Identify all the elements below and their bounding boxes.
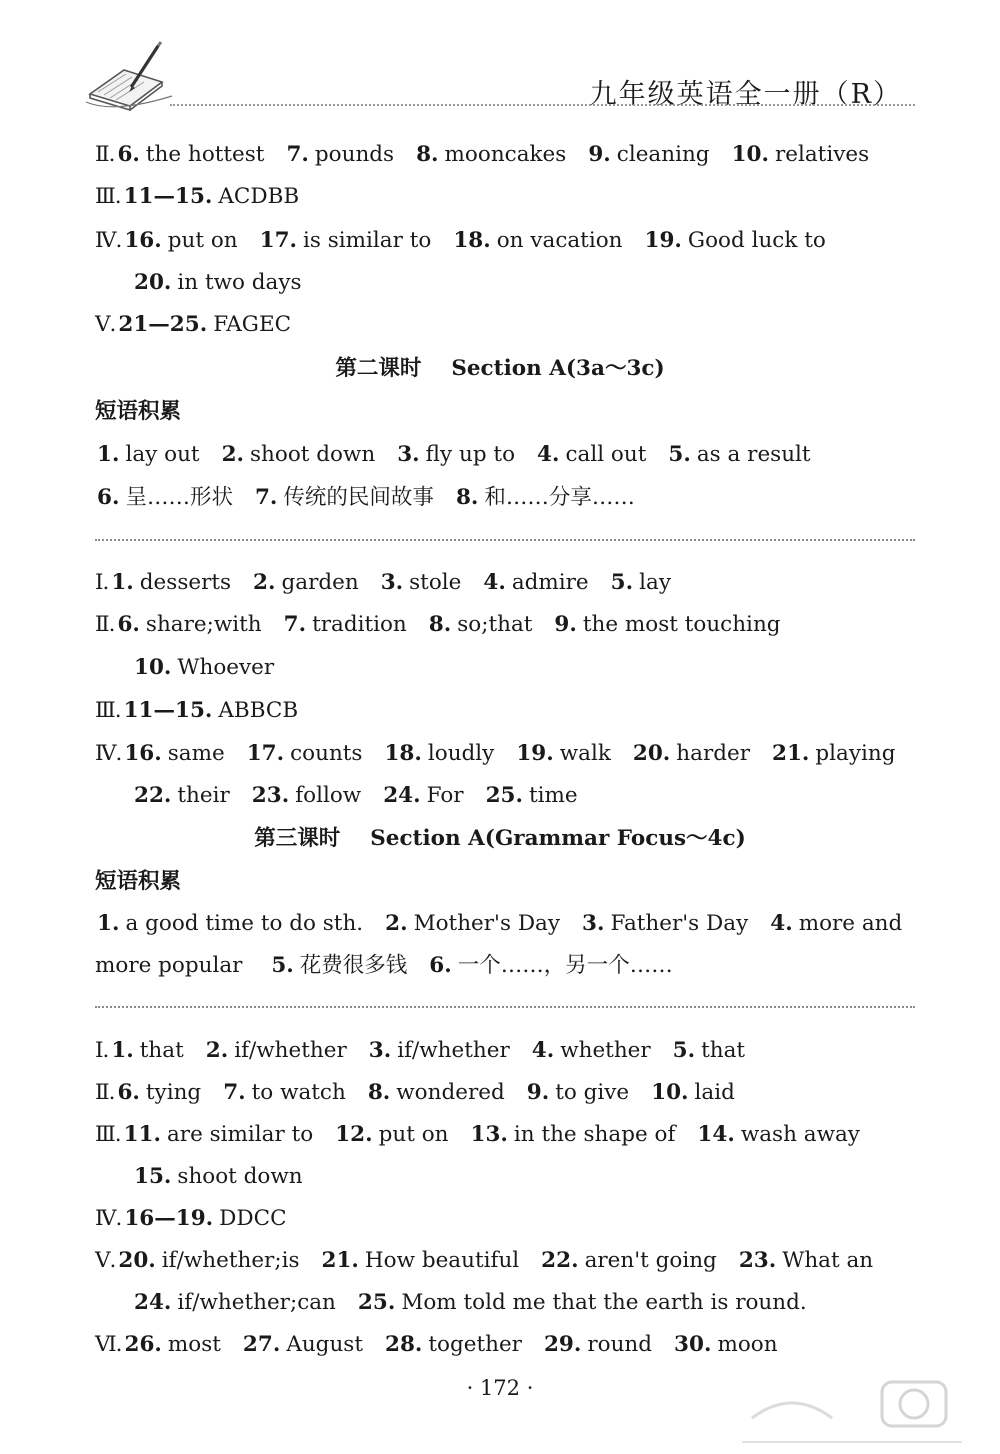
book-title: 九年级英语全一册（R） [589,79,902,110]
answer-line [95,1120,860,1150]
answer-text: playing [815,741,896,766]
answer-text: if/whether [397,1038,510,1063]
answer-text: relatives [774,142,870,167]
answer-text: put on [378,1122,449,1147]
question-number: 3. [397,442,420,467]
roman-numeral: Ⅲ [95,1122,115,1147]
phrase-text: more and [798,911,903,936]
answer-line [95,226,826,256]
question-number: 29. [543,1332,582,1357]
answer-line [95,696,298,726]
section-title-en: Section A(Grammar Focus～4c) [370,826,746,851]
question-number: 18. [453,228,491,253]
dot: . [108,1080,116,1105]
question-number: 2. [385,911,408,936]
question-number: 8. [455,485,479,510]
answer-text: ABBCB [218,698,299,723]
answer-text: mooncakes [444,142,567,167]
question-number: 1. [111,570,134,595]
dot: . [114,1122,122,1147]
phrase-text: Father's Day [610,911,749,936]
dot: . [109,1248,117,1273]
dotted-divider [95,1006,915,1008]
question-number: 21. [772,741,810,766]
answer-text: harder [676,741,750,766]
question-number: 14. [697,1122,735,1147]
answer-line [95,1036,745,1066]
question-number: 15. [134,1164,172,1189]
question-number: 4. [531,1038,555,1063]
question-number: 20. [118,1248,156,1273]
question-number: 20. [632,741,671,766]
answer-text: if/whether;is [161,1248,300,1273]
phrase-text: 传统的民间故事 [283,485,434,510]
question-number: 12. [335,1122,373,1147]
question-number: 2. [205,1038,229,1063]
phrase-text: fly up to [425,442,516,467]
answer-text: same [167,741,225,766]
answer-line [132,1162,303,1192]
phrase-accumulation-heading: 短语积累 [95,869,182,894]
question-number: 21. [321,1248,359,1273]
answer-text: pounds [314,142,395,167]
phrase-text: lay out [125,442,200,467]
roman-numeral: Ⅳ [95,741,116,766]
page-number: · 172 · [466,1376,534,1400]
answer-line [95,1330,778,1360]
question-number: 25. [485,783,523,808]
dot: . [115,1332,123,1357]
header-dotted-rule [170,104,915,106]
question-number: 6. [97,485,120,510]
answer-text: wondered [396,1080,505,1105]
roman-numeral: Ⅳ [95,228,116,253]
answer-line [132,1288,807,1318]
answer-text: counts [290,741,363,766]
question-number: 21—25. [118,312,208,337]
roman-numeral: Ⅴ [95,1248,110,1273]
question-number: 5. [271,953,294,978]
phrase-line-2 [95,951,673,981]
question-number: 20. [134,270,172,295]
question-number: 9. [554,612,577,637]
question-number: 10. [651,1080,689,1105]
answer-text: shoot down [177,1164,303,1189]
question-number: 26. [124,1332,162,1357]
question-number: 17. [246,741,285,766]
dot: . [114,184,122,209]
question-number: 11—15. [123,698,213,723]
question-number: 16—19. [124,1206,214,1231]
phrase-line-1 [95,909,902,939]
question-number: 1. [111,1038,134,1063]
phrase-text: as a result [696,442,811,467]
answer-text: tying [145,1080,202,1105]
answer-text: DDCC [219,1206,287,1231]
question-number: 24. [383,783,421,808]
answer-text: time [528,783,578,808]
phrase-text: call out [565,442,647,467]
answer-text: in the shape of [513,1122,676,1147]
dot: . [108,612,116,637]
roman-numeral: Ⅱ [95,1080,109,1105]
question-number: 7. [254,485,278,510]
question-number: 10. [731,142,769,167]
watermark-logo-icon [732,1378,972,1448]
answer-line [95,610,781,640]
question-number: 18. [384,741,422,766]
question-number: 5. [668,442,691,467]
question-number: 27. [242,1332,281,1357]
answer-text: so;that [457,612,533,637]
answer-line [95,182,299,212]
phrase-accumulation-heading: 短语积累 [95,399,182,424]
question-number: 2. [253,570,276,595]
answer-text: are similar to [166,1122,314,1147]
dot: . [102,1038,110,1063]
question-number: 24. [134,1290,172,1315]
answer-text: admire [511,570,589,595]
question-number: 6. [117,1080,140,1105]
phrase-text: 花费很多钱 [299,953,408,978]
answer-text: ACDBB [218,184,300,209]
answer-text: to give [555,1080,630,1105]
phrase-line-2 [95,483,635,513]
answer-text: if/whether [234,1038,347,1063]
book-pencil-logo-icon [84,40,176,112]
answer-text: follow [295,783,362,808]
question-number: 16. [124,228,162,253]
answer-text: if/whether;can [177,1290,336,1315]
question-number: 6. [117,612,140,637]
answer-text: Whoever [177,655,275,680]
answer-text: stole [409,570,462,595]
roman-numeral: Ⅳ [95,1206,116,1231]
answer-line [95,1204,287,1234]
question-number: 23. [738,1248,777,1273]
answer-text: What an [782,1248,874,1273]
phrase-text: 和……分享…… [484,485,635,510]
answer-text: moon [717,1332,778,1357]
section-title-lesson-3 [0,824,1000,854]
question-number: 19. [516,741,554,766]
roman-numeral: Ⅰ [95,1038,103,1063]
question-number: 4. [483,570,506,595]
question-number: 13. [470,1122,508,1147]
answer-text: August [286,1332,363,1357]
question-number: 7. [283,612,307,637]
question-number: 19. [644,228,682,253]
question-number: 22. [541,1248,579,1273]
dot: . [102,570,110,595]
question-number: 4. [770,911,793,936]
roman-numeral: Ⅱ [95,142,109,167]
answer-text: desserts [139,570,232,595]
phrase-line-1 [95,440,811,470]
question-number: 9. [588,142,611,167]
answer-text: on vacation [496,228,623,253]
roman-numeral: Ⅵ [95,1332,116,1357]
answer-text: whether [560,1038,651,1063]
answer-text: in two days [177,270,302,295]
answer-text: Mom told me that the earth is round. [401,1290,807,1315]
roman-numeral: Ⅲ [95,698,115,723]
answer-text: that [139,1038,184,1063]
answer-line [132,781,578,811]
answer-line [95,568,671,598]
roman-numeral: Ⅰ [95,570,103,595]
answer-text: together [428,1332,522,1357]
dotted-divider [95,539,915,541]
dot: . [108,142,116,167]
dot: . [109,312,117,337]
answer-text: that [701,1038,746,1063]
answer-text: tradition [312,612,407,637]
phrase-text: shoot down [250,442,376,467]
question-number: 6. [117,142,140,167]
answer-text: share;with [145,612,262,637]
question-number: 1. [97,911,120,936]
question-number: 8. [416,142,439,167]
question-number: 5. [672,1038,696,1063]
question-number: 28. [384,1332,423,1357]
question-number: 10. [134,655,172,680]
answer-text: loudly [427,741,495,766]
answer-text: round [587,1332,653,1357]
question-number: 4. [537,442,560,467]
answer-text: For [426,783,464,808]
answer-text: to watch [251,1080,346,1105]
section-title-cn: 第三课时 [254,826,341,851]
answer-text: wash away [740,1122,860,1147]
answer-text: FAGEC [213,312,292,337]
question-number: 30. [674,1332,712,1357]
answer-text: most [167,1332,221,1357]
question-number: 25. [357,1290,396,1315]
question-number: 3. [582,911,605,936]
question-number: 5. [610,570,634,595]
answer-line [132,653,274,683]
roman-numeral: Ⅱ [95,612,109,637]
phrase-text: a good time to do sth. [125,911,364,936]
question-number: 7. [286,142,309,167]
question-number: 8. [367,1080,391,1105]
section-title-en: Section A(3a～3c) [451,356,665,381]
phrase-text: 一个……，另一个…… [457,953,673,978]
answer-text: laid [694,1080,735,1105]
roman-numeral: Ⅲ [95,184,115,209]
question-number: 22. [134,783,172,808]
question-number: 8. [428,612,452,637]
answer-line [132,268,302,298]
section-title-cn: 第二课时 [335,356,422,381]
question-number: 9. [526,1080,550,1105]
answer-text: walk [559,741,611,766]
dot: . [115,228,123,253]
dot: . [114,698,122,723]
question-number: 1. [97,442,120,467]
roman-numeral: Ⅴ [95,312,110,337]
question-number: 7. [223,1080,246,1105]
question-number: 16. [124,741,162,766]
question-number: 11. [123,1122,161,1147]
answer-text: Good luck to [687,228,826,253]
answer-text: How beautiful [364,1248,520,1273]
answer-text: their [177,783,230,808]
question-number: 11—15. [123,184,213,209]
question-number: 17. [259,228,298,253]
answer-line [95,1078,735,1108]
question-number: 6. [429,953,452,978]
answer-line [95,739,896,769]
answer-text: the most touching [582,612,781,637]
question-number: 23. [251,783,290,808]
section-title-lesson-2 [0,354,1000,384]
dot: . [115,1206,123,1231]
answer-text: aren't going [584,1248,717,1273]
answer-line [95,310,291,340]
dot: . [115,741,123,766]
phrase-text: Mother's Day [413,911,561,936]
answer-text: the hottest [145,142,265,167]
phrase-text: 呈……形状 [125,485,233,510]
answer-line [95,1246,873,1276]
question-number: 2. [221,442,245,467]
answer-text: garden [281,570,359,595]
question-number: 3. [368,1038,392,1063]
answer-line [95,140,869,170]
question-number: 3. [380,570,404,595]
answer-text: lay [639,570,671,595]
answer-text: put on [167,228,238,253]
answer-text: is similar to [303,228,432,253]
answer-text: cleaning [616,142,710,167]
phrase-continuation: more popular [95,953,243,978]
page-header [0,0,1000,115]
